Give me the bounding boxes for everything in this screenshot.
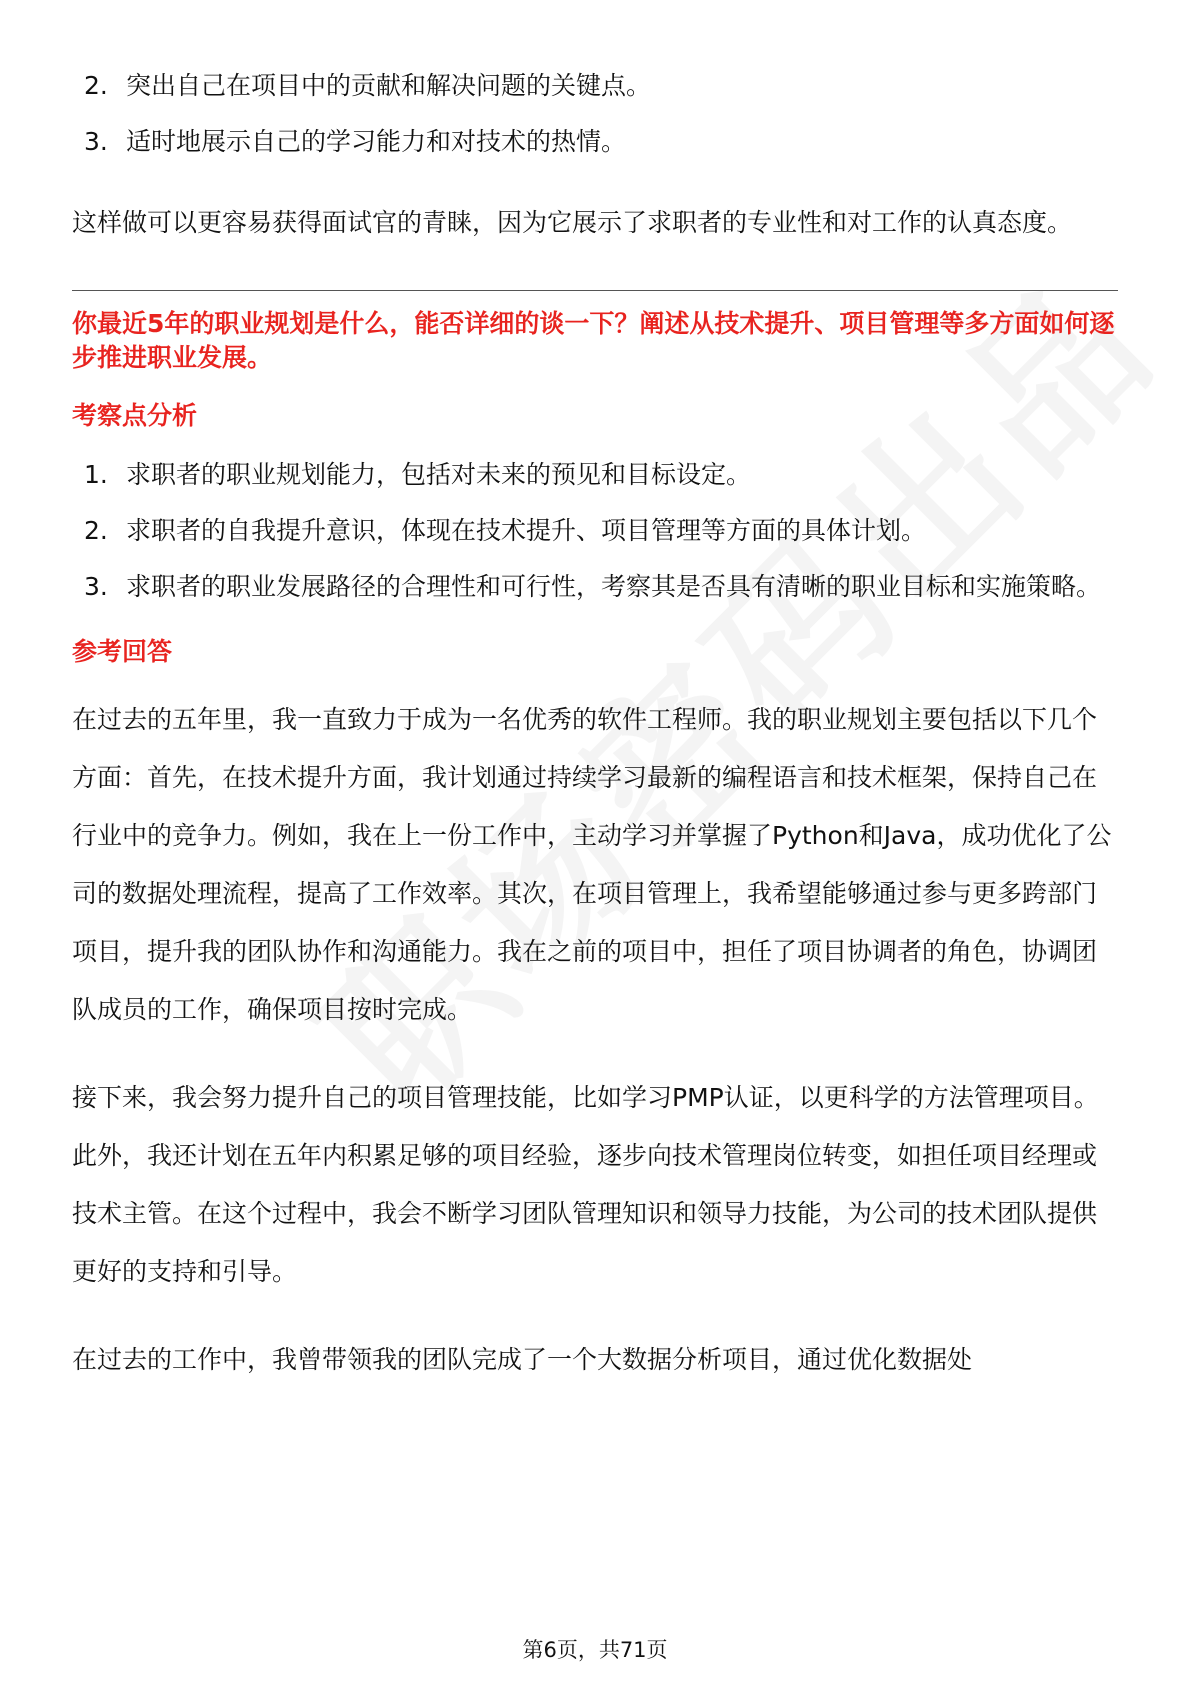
- list-item: [72, 114, 1118, 170]
- analysis-heading: 考察点分析: [72, 401, 198, 430]
- interview-question: 你最近5年的职业规划是什么，能否详细的谈一下？阐述从技术提升、项目管理等多方面如何逐步推进职业发展。: [72, 309, 1115, 372]
- section-divider: [72, 290, 1118, 291]
- list-item-text: 求职者的自我提升意识，体现在技术提升、项目管理等方面的具体计划。: [126, 516, 927, 545]
- list-item-number: 3.: [84, 572, 108, 601]
- list-item-text: 求职者的职业发展路径的合理性和可行性，考察其是否具有清晰的职业目标和实施策略。: [126, 572, 1102, 601]
- answer-heading: 参考回答: [72, 637, 173, 666]
- list-item-number: 2.: [84, 516, 108, 545]
- list-item: [72, 447, 1118, 503]
- list-item-number: 2.: [84, 71, 108, 100]
- page-number-footer: 第6页，共71页: [522, 1638, 668, 1662]
- top-numbered-list: [72, 58, 1118, 170]
- list-item-text: 突出自己在项目中的贡献和解决问题的关键点。: [126, 71, 652, 100]
- list-item-text: 适时地展示自己的学习能力和对技术的热情。: [126, 127, 627, 156]
- list-item-number: 1.: [84, 460, 108, 489]
- list-item-text: 求职者的职业规划能力，包括对未来的预见和目标设定。: [126, 460, 752, 489]
- answer-paragraph: 在过去的五年里，我一直致力于成为一名优秀的软件工程师。我的职业规划主要包括以下几个方面：首先，在技术提升方面，我计划通过持续学习最新的编程语言和技术框架，保持自己在行业中的竞争力。例如，我在上一份工作中，主动学习并掌握了Python和Java，成功优化了公司的数据处理流程，提高了工作效率。其次，在项目管理上，我希望能够通过参与更多跨部门项目，提升我的团队协作和沟通能力。我在之前的项目中，担任了项目协调者的角色，协调团队成员的工作，确保项目按时完成。: [72, 705, 1112, 1024]
- analysis-list: [72, 447, 1118, 615]
- list-item-number: 3.: [84, 127, 108, 156]
- answer-paragraph: 接下来，我会努力提升自己的项目管理技能，比如学习PMP认证，以更科学的方法管理项目。此外，我还计划在五年内积累足够的项目经验，逐步向技术管理岗位转变，如担任项目经理或技术主管。在这个过程中，我会不断学习团队管理知识和领导力技能，为公司的技术团队提供更好的支持和引导。: [72, 1083, 1099, 1286]
- page-content: [72, 58, 1118, 1389]
- answer-paragraph: 在过去的工作中，我曾带领我的团队完成了一个大数据分析项目，通过优化数据处: [72, 1345, 973, 1374]
- list-item: [72, 559, 1118, 615]
- list-item: [72, 58, 1118, 114]
- summary-paragraph: 这样做可以更容易获得面试官的青睐，因为它展示了求职者的专业性和对工作的认真态度。: [72, 208, 1073, 237]
- list-item: [72, 503, 1118, 559]
